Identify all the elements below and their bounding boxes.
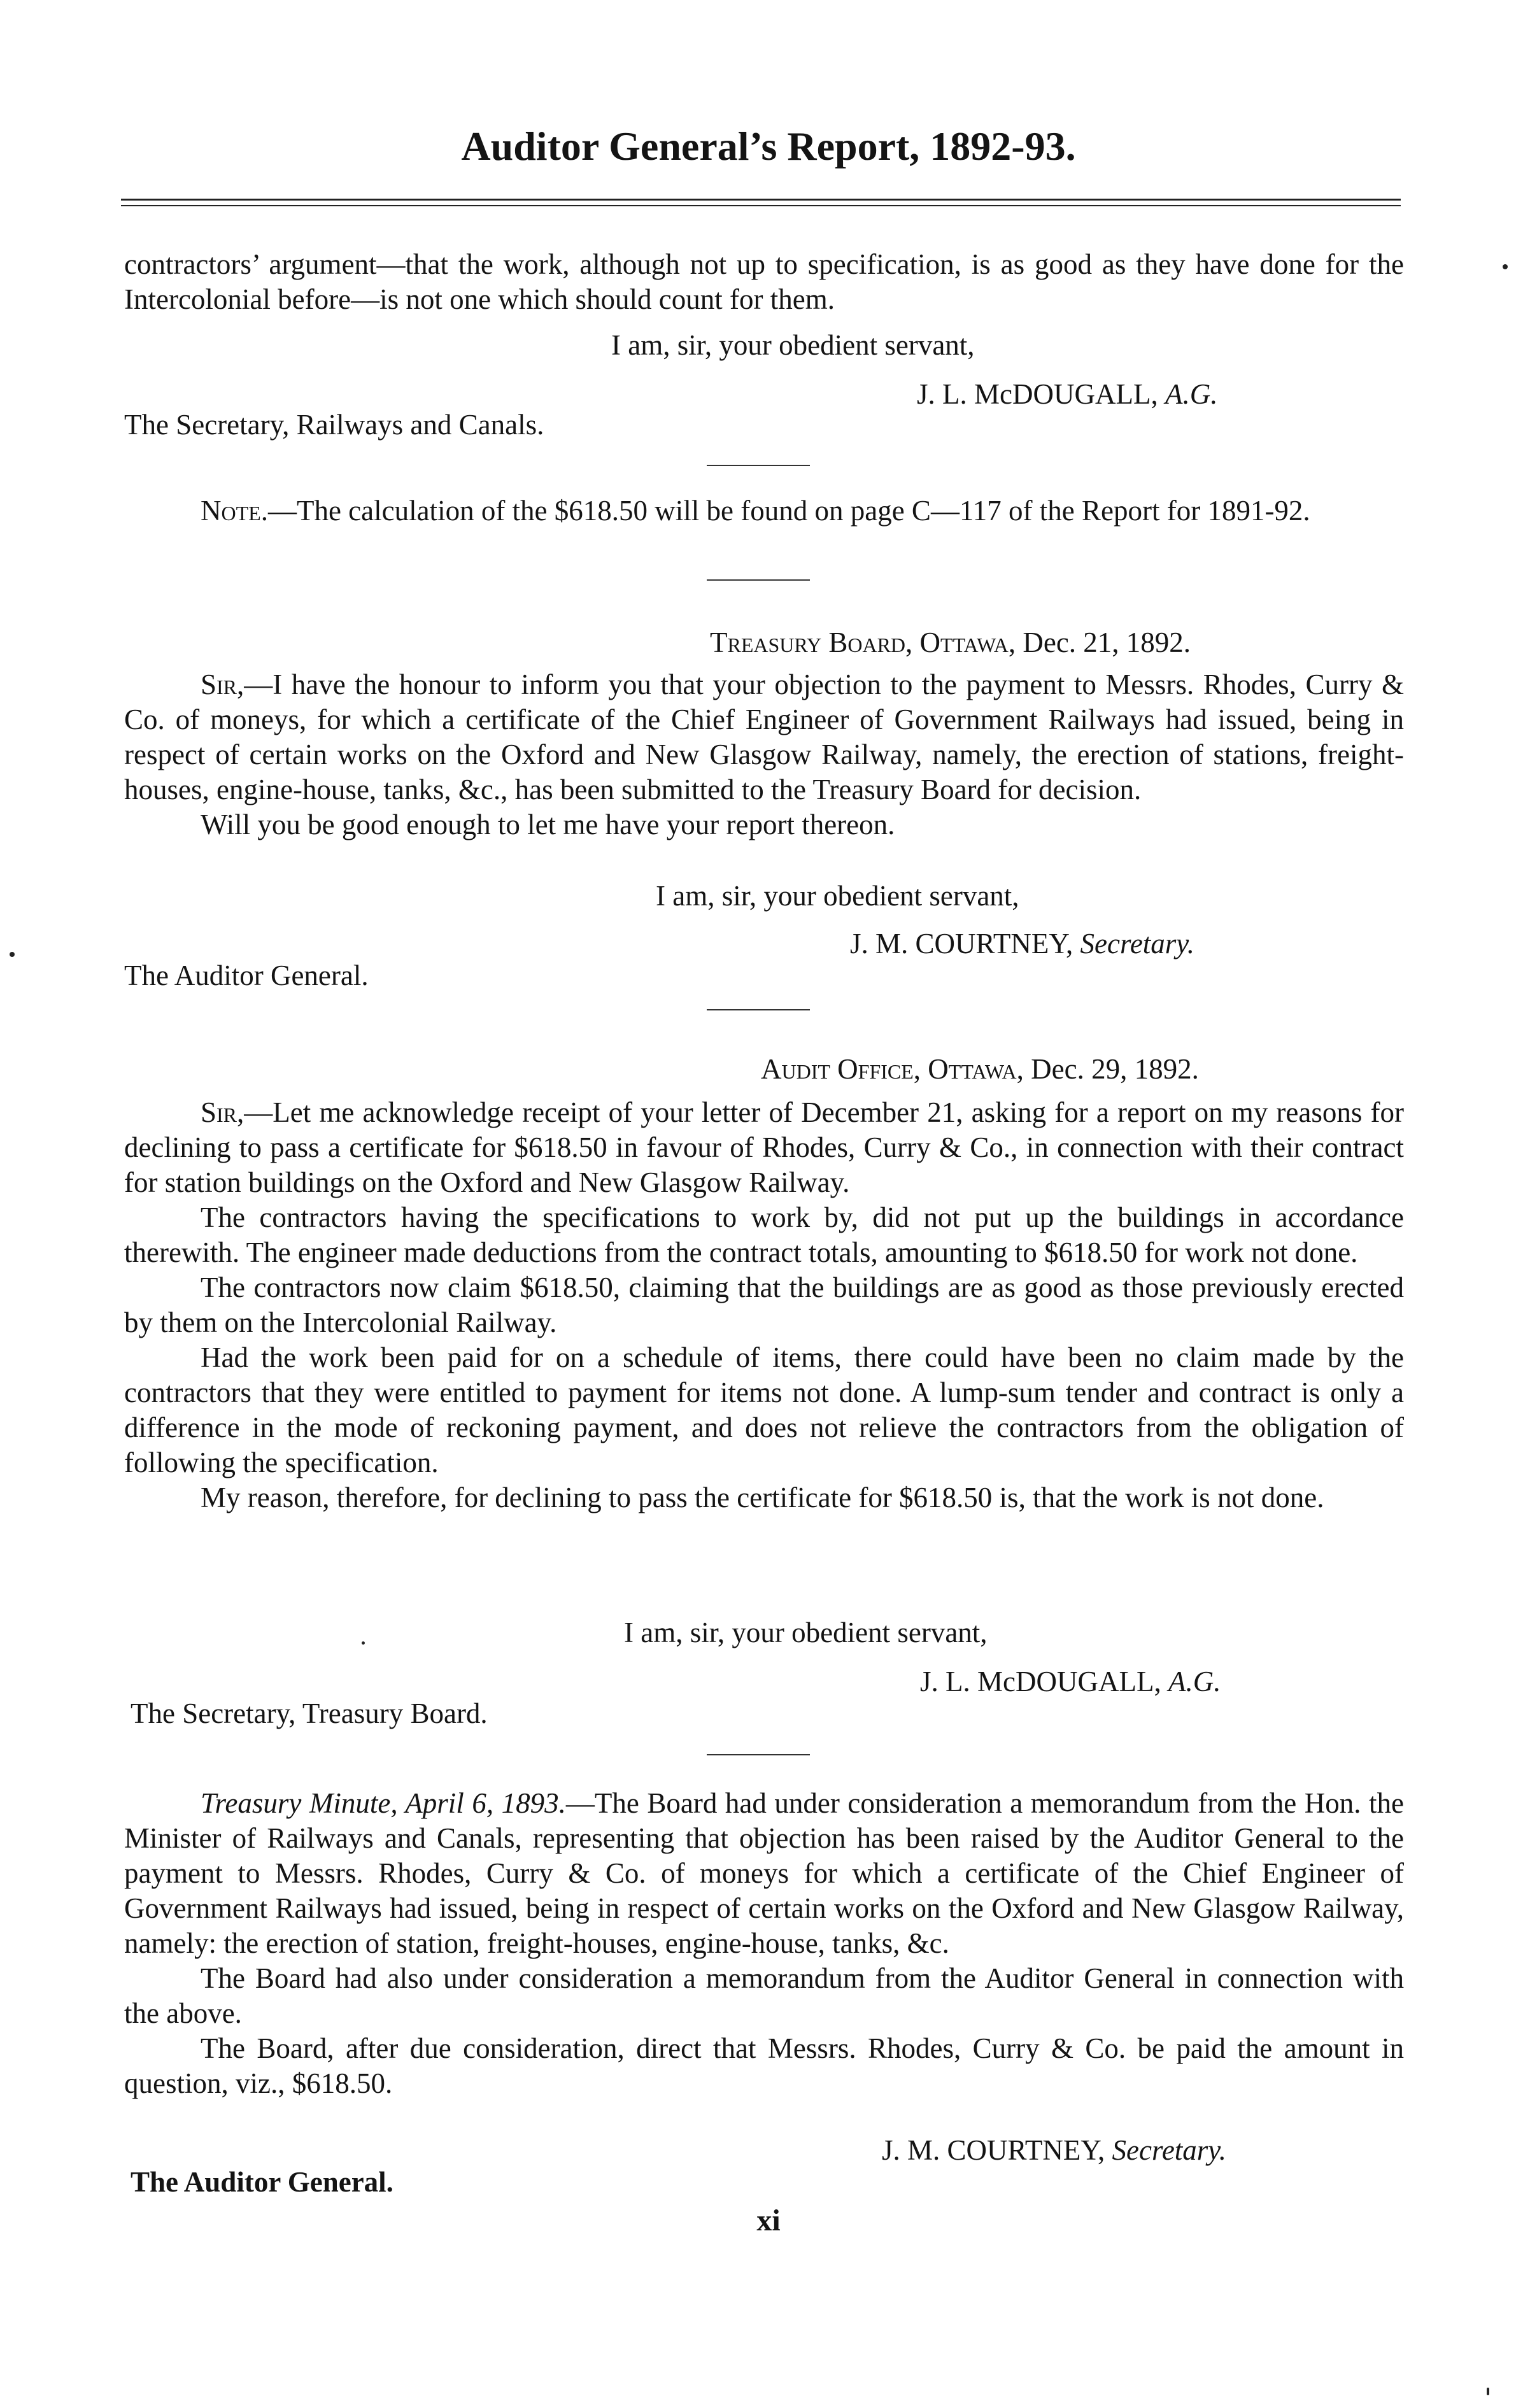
addressee: The Secretary, Treasury Board. (131, 1697, 488, 1729)
letter-paragraph: —I have the honour to inform you that your objection to the payment to Messrs. Rhodes, Curry & Co. of moneys, for which a certificate of the Chief Engineer of Government Railways had issued, being in respect of certain works on the Oxford and New Glasgow Railway, namely, the erection of stations, freight-houses, engine-house, tanks, &c., has been submitted to the Treasury Board for decision. (124, 669, 1404, 805)
note-text: —The calculation of the $618.50 will be found on page C—117 of the Report for 1891-92. (267, 495, 1310, 527)
closing-line: I am, sir, your obedient servant, (624, 1617, 988, 1648)
section-divider (707, 1009, 810, 1010)
signature-name: J. L. McDOUGALL, (920, 1666, 1161, 1697)
letter-date: Dec. 21, 1892. (1023, 627, 1191, 658)
scan-speck (1503, 264, 1508, 269)
section-divider (707, 1754, 810, 1755)
addressee: The Auditor General. (131, 2166, 393, 2198)
scan-speck (1487, 2388, 1489, 2395)
note-block (124, 493, 1404, 528)
closing-line: I am, sir, your obedient servant, (611, 329, 975, 361)
continuation-block (124, 247, 1404, 317)
page-header: Auditor General’s Report, 1892-93. (461, 124, 1076, 169)
letter-paragraph: The contractors now claim $618.50, claiming that the buildings are as good as those previously erected by them on the Intercolonial Railway. (124, 1271, 1404, 1338)
signature-name: J. M. COURTNEY, (882, 2134, 1105, 2166)
salutation: Sir, (201, 669, 244, 700)
signature (850, 926, 1194, 961)
header-rule-thin (121, 205, 1401, 206)
letter-paragraph: —Let me acknowledge receipt of your letter of December 21, asking for a report on my reasons for declining to pass a certificate for $618.50 in favour of Rhodes, Curry & Co., in connection with their contract for station buildings on the Oxford and New Glasgow Railway. (124, 1096, 1404, 1198)
closing-line: I am, sir, your obedient servant, (656, 880, 1019, 912)
note-label: Note. (201, 495, 268, 527)
letter-paragraph: My reason, therefore, for declining to pass the certificate for $618.50 is, that the work is not done. (201, 1482, 1324, 1513)
letter-place: Audit Office, Ottawa, (761, 1053, 1024, 1085)
letter-body (124, 667, 1404, 842)
minute-paragraph: The Board had also under consideration a memorandum from the Auditor General in connection with the above. (124, 1962, 1404, 2029)
addressee: The Auditor General. (124, 960, 369, 991)
signature (882, 2133, 1226, 2168)
page-number: xi (756, 2204, 781, 2237)
scan-speck (362, 1641, 365, 1645)
signature-title: Secretary. (1080, 928, 1195, 960)
signature-title: A.G. (1165, 378, 1218, 410)
salutation: Sir, (201, 1096, 244, 1128)
section-divider (707, 465, 810, 466)
letter-date: Dec. 29, 1892. (1031, 1053, 1199, 1085)
letter-paragraph: Will you be good enough to let me have your report thereon. (201, 809, 895, 840)
minute-paragraph: —The Board had under consideration a memorandum from the Hon. the Minister of Railways and Canals, representing that objection has been raised by the Auditor General to the payment to Messrs. Rhodes, Curry & Co. of moneys for which a certificate of the Chief Engineer of Government Railways had issued, being in respect of certain works on the Oxford and New Glasgow Railway, namely: the erection of station, freight-houses, engine-house, tanks, &c. (124, 1787, 1405, 1959)
signature-name: J. L. McDOUGALL, (917, 378, 1158, 410)
letter-dateline (710, 625, 1191, 660)
letter-dateline (761, 1052, 1199, 1087)
signature-name: J. M. COURTNEY, (850, 928, 1073, 960)
continuation-paragraph: contractors’ argument—that the work, although not up to specification, is as good as they have done for the Intercolonial before—is not one which should count for them. (124, 248, 1404, 315)
minute-block (124, 1786, 1404, 2101)
letter-paragraph: The contractors having the specifications to work by, did not put up the buildings in accordance therewith. The engineer made deductions from the contract totals, amounting to $618.50 for work not done. (124, 1201, 1404, 1268)
letter-paragraph: Had the work been paid for on a schedule of items, there could have been no claim made by the contractors that they were entitled to payment for items not done. A lump-sum tender and contract is only a difference in the mode of reckoning payment, and does not relieve the contractors from the obligation of following the specification. (124, 1342, 1404, 1478)
minute-heading: Treasury Minute, April 6, 1893. (201, 1787, 566, 1819)
letter-place: Treasury Board, Ottawa, (710, 627, 1016, 658)
signature (920, 1664, 1221, 1699)
signature-title: A.G. (1168, 1666, 1221, 1697)
addressee: The Secretary, Railways and Canals. (124, 409, 544, 441)
header-rule-thick (121, 199, 1401, 201)
signature (917, 377, 1217, 412)
letter-body (124, 1095, 1404, 1515)
minute-paragraph: The Board, after due consideration, direct that Messrs. Rhodes, Curry & Co. be paid the amount in question, viz., $618.50. (124, 2032, 1404, 2099)
section-divider (707, 579, 810, 581)
scan-speck (10, 952, 15, 957)
signature-title: Secretary. (1112, 2134, 1227, 2166)
